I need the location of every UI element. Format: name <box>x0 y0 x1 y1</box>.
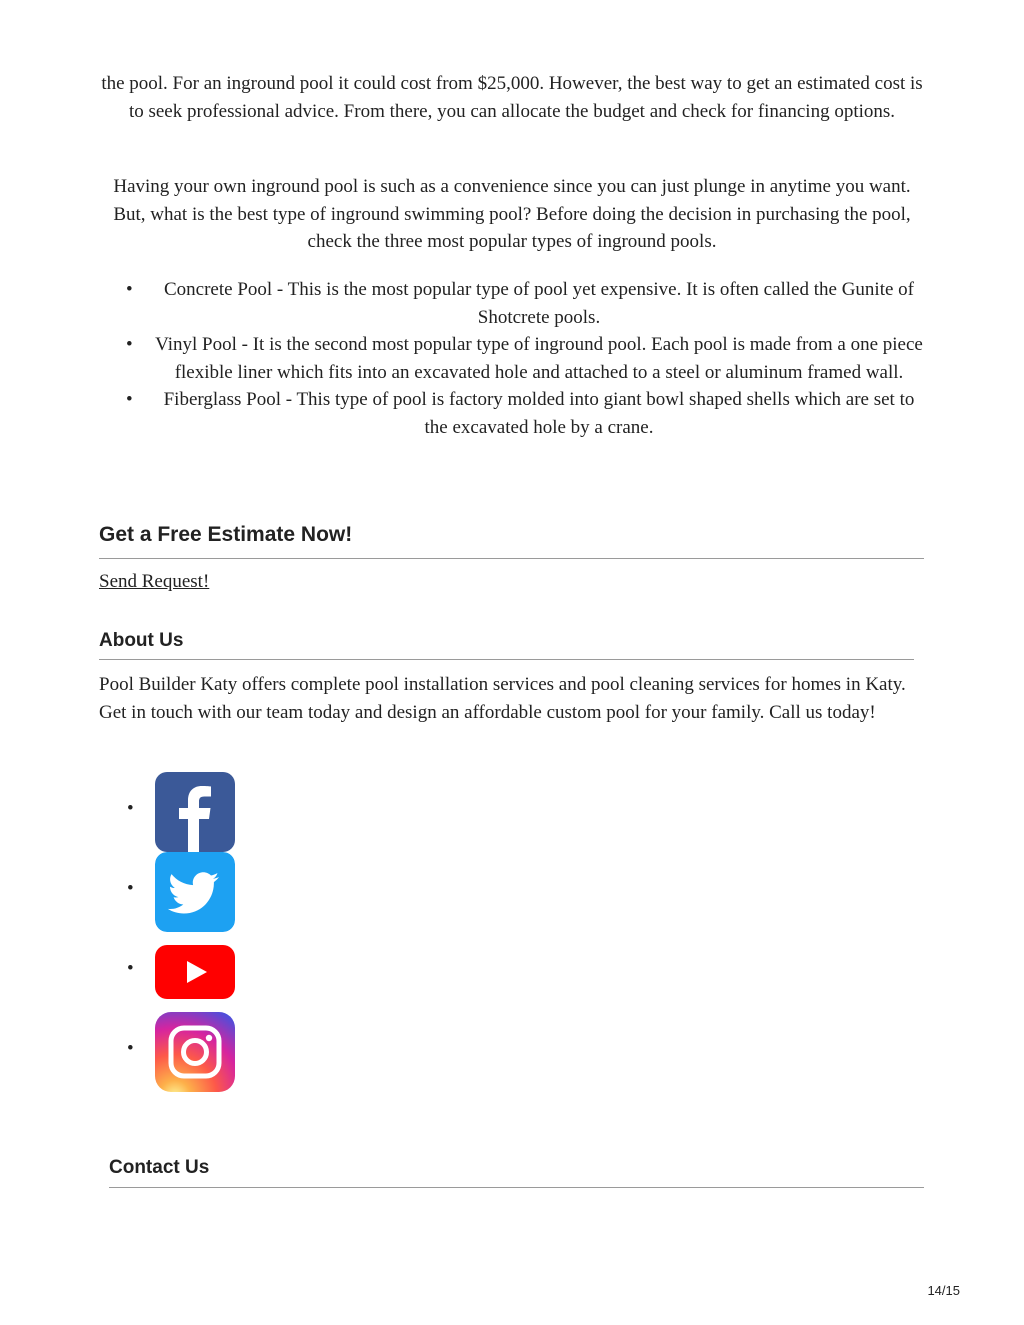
contact-heading: Contact Us <box>109 1157 210 1178</box>
pool-type-fiberglass: Fiberglass Pool - This type of pool is factory molded into giant bowl shaped shells which are set to the excavated hole by a crane. <box>163 389 915 438</box>
twitter-icon[interactable] <box>155 852 235 932</box>
contact-divider <box>109 1187 924 1188</box>
estimate-divider <box>99 558 924 559</box>
send-request-link[interactable]: Send Request! <box>99 571 210 592</box>
list-item <box>125 1012 245 1092</box>
intro-paragraph-1: the pool. For an inground pool it could cost from $25,000. However, the best way to get an estimated cost is to seek professional advice. From there, you can allocate the budget and check for financing options. <box>101 73 923 122</box>
list-item <box>120 386 928 441</box>
intro-paragraph-2: Having your own inground pool is such as a convenience since you can just plunge in anytime you want. But, what is the best type of inground swimming pool? Before doing the decision in purchasing the pool, check the three most popular types of inground pools. <box>113 176 911 252</box>
facebook-icon[interactable] <box>155 772 235 852</box>
bullet-icon: • <box>127 958 134 979</box>
bullet-icon: • <box>126 279 133 300</box>
instagram-icon[interactable] <box>155 1012 235 1092</box>
list-item <box>120 276 928 331</box>
bullet-icon: • <box>127 878 134 899</box>
list-item <box>125 772 245 852</box>
social-links-list <box>125 772 245 1092</box>
list-item <box>120 331 928 386</box>
pool-types-list <box>120 276 928 441</box>
estimate-heading: Get a Free Estimate Now! <box>99 523 353 546</box>
pool-type-vinyl: Vinyl Pool - It is the second most popular type of inground pool. Each pool is made from a one piece flexible liner which fits into an excavated hole and attached to a steel or aluminum framed wall. <box>155 334 923 383</box>
list-item <box>125 932 245 1012</box>
about-heading: About Us <box>99 630 184 651</box>
bullet-icon: • <box>127 798 134 819</box>
bullet-icon: • <box>127 1038 134 1059</box>
about-text: Pool Builder Katy offers complete pool installation services and pool cleaning services for homes in Katy. Get in touch with our team today and design an affordable custom pool for your family. Call us today! <box>99 674 906 723</box>
page-number: 14/15 <box>927 1283 960 1298</box>
about-divider <box>99 659 914 660</box>
youtube-icon[interactable] <box>155 932 235 1012</box>
pool-type-concrete: Concrete Pool - This is the most popular type of pool yet expensive. It is often called the Gunite of Shotcrete pools. <box>164 279 914 328</box>
bullet-icon: • <box>126 389 133 410</box>
bullet-icon: • <box>126 334 133 355</box>
list-item <box>125 852 245 932</box>
